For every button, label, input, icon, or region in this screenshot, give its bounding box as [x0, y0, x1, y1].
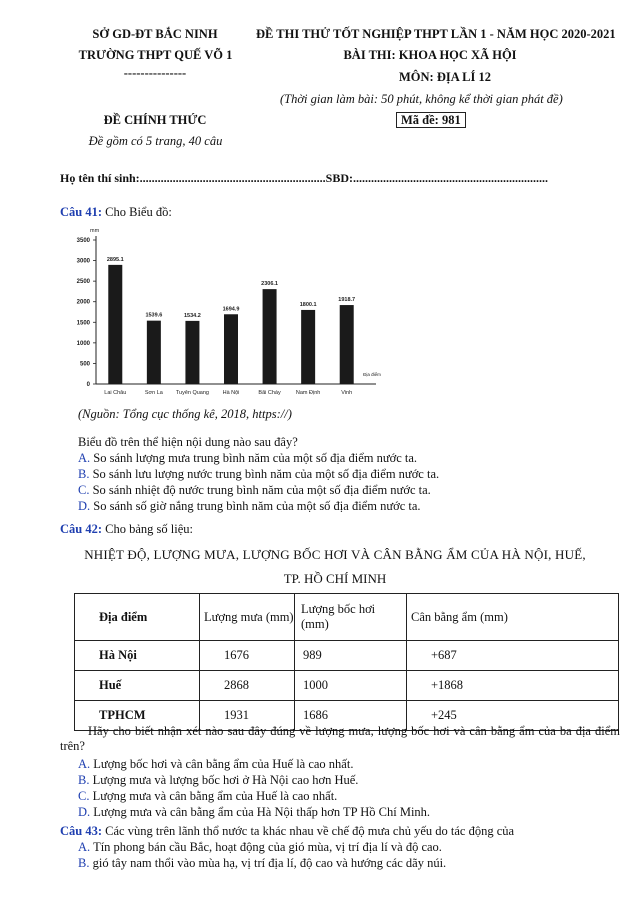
y-tick-label: 3000 — [76, 258, 90, 265]
table-header-cell: Lượng bốc hơi (mm) — [295, 594, 407, 641]
x-tick-label: Vinh — [341, 390, 353, 396]
bar-value-label: 1800.1 — [299, 301, 317, 308]
bar — [147, 321, 161, 384]
chart-source: (Nguồn: Tổng cục thống kê, 2018, https://) — [78, 407, 292, 421]
x-tick-label: Bãi Cháy — [258, 390, 281, 396]
table-cell: Huế — [75, 671, 200, 701]
question-42-label: Câu 42: — [60, 522, 103, 536]
question-41-option-d[interactable]: D. So sánh số giờ nắng trung bình năm của một số địa điểm nước ta. — [78, 499, 421, 513]
x-tick-label: Nam Định — [295, 390, 321, 396]
x-tick-label: Tuyên Quang — [175, 390, 209, 396]
table-cell: 1676 — [200, 641, 295, 671]
x-tick-label: Lai Châu — [104, 390, 127, 396]
candidate-line: Họ tên thí sinh:..............................................................SBD:................................................................. — [60, 171, 549, 185]
table-cell: +687 — [407, 641, 619, 671]
y-tick-label: 3500 — [76, 238, 90, 244]
bar-value-label: 1694.9 — [222, 306, 240, 313]
question-41-label: Câu 41: — [60, 205, 103, 219]
x-axis-label: Địa điểm — [363, 372, 381, 377]
bar-value-label: 1534.2 — [184, 312, 201, 319]
x-tick-label: Hà Nội — [222, 390, 240, 396]
table-cell: Hà Nội — [75, 641, 200, 671]
table-cell: 1000 — [295, 671, 407, 701]
question-41-prompt: Biểu đồ trên thể hiện nội dung nào sau đây? — [78, 435, 298, 449]
question-41-option-b[interactable]: B. So sánh lưu lượng nước trung bình năm của một số địa điểm nước ta. — [78, 467, 440, 481]
question-41-heading — [60, 205, 172, 220]
exam-subject: MÔN: ĐỊA LÍ 12 — [398, 70, 492, 84]
question-41-text: Cho Biểu đồ: — [105, 205, 172, 219]
table-cell: +245 — [407, 701, 619, 731]
table-title-line-2: TP. HỒ CHÍ MINH — [283, 571, 387, 586]
question-41-option-a[interactable]: A. So sánh lượng mưa trung bình năm của một số địa điểm nước ta. — [78, 451, 418, 465]
bar-value-label: 1918.7 — [338, 297, 356, 304]
rainfall-bar-chart — [68, 226, 398, 402]
question-42-option-c[interactable]: C. Lượng mưa và cân bằng ẩm của Huế là cao nhất. — [78, 789, 338, 803]
question-43-text: Các vùng trên lãnh thổ nước ta khác nhau về chế độ mưa chủ yếu do tác động của — [105, 824, 515, 838]
pages-note: Đề gồm có 5 trang, 40 câu — [88, 134, 223, 148]
table-row — [75, 641, 619, 671]
question-42-prompt: Hãy cho biết nhận xét nào sau đây đúng về lượng mưa, lượng bốc hơi và cân bằng ẩm của ba địa điểm trên? — [60, 724, 620, 753]
table-cell: +1868 — [407, 671, 619, 701]
table-header-cell: Lượng mưa (mm) — [200, 594, 295, 641]
table-row — [75, 671, 619, 701]
bar — [263, 289, 277, 384]
question-43-heading — [60, 824, 514, 839]
climate-table — [74, 593, 619, 731]
y-tick-label: 1000 — [76, 340, 90, 347]
y-axis-label: mm — [90, 228, 100, 234]
bar-value-label: 2306.1 — [261, 281, 278, 288]
question-42-heading — [60, 522, 193, 537]
question-43-option-a[interactable]: A. Tín phong bán cầu Bắc, hoạt động của gió mùa, vị trí địa lí và độ cao. — [78, 840, 442, 854]
header-dashes: --------------- — [123, 66, 187, 80]
bar — [301, 310, 315, 384]
table-header-row — [75, 594, 619, 641]
bar — [224, 314, 238, 384]
bar — [340, 305, 354, 384]
bar-value-label: 2895.1 — [106, 256, 124, 263]
table-cell: TPHCM — [75, 701, 200, 731]
y-tick-label: 500 — [79, 361, 90, 368]
department-name: SỞ GD-ĐT BẮC NINH — [92, 27, 218, 41]
table-header-cell: Cân bằng ẩm (mm) — [407, 594, 619, 641]
table-header-cell: Địa điểm — [75, 594, 200, 641]
table-title-line-1: NHIỆT ĐỘ, LƯỢNG MƯA, LƯỢNG BỐC HƠI VÀ CÂN BẰNG ẨM CỦA HÀ NỘI, HUẾ, — [84, 547, 586, 562]
question-41-option-c[interactable]: C. So sánh nhiệt độ nước trung bình năm của một số địa điểm nước ta. — [78, 483, 431, 497]
question-42-option-d[interactable]: D. Lượng mưa và cân bằng ẩm của Hà Nội thấp hơn TP Hồ Chí Minh. — [78, 805, 431, 819]
table-cell: 989 — [295, 641, 407, 671]
question-43-option-b[interactable]: B. gió tây nam thổi vào mùa hạ, vị trí địa lí, độ cao và hướng các dãy núi. — [78, 856, 447, 870]
exam-title: ĐỀ THI THỬ TỐT NGHIỆP THPT LẦN 1 - NĂM HỌC 2020-2021 — [256, 27, 616, 41]
question-42-option-b[interactable]: B. Lượng mưa và lượng bốc hơi ở Hà Nội cao hơn Huế. — [78, 773, 359, 787]
bar — [108, 265, 122, 384]
table-cell: 2868 — [200, 671, 295, 701]
bar-value-label: 1539.6 — [145, 312, 163, 319]
exam-subject-group: BÀI THI: KHOA HỌC XÃ HỘI — [343, 48, 517, 62]
y-tick-label: 2500 — [76, 279, 90, 286]
y-tick-label: 2000 — [76, 299, 90, 306]
y-tick-label: 0 — [86, 382, 90, 388]
y-tick-label: 1500 — [76, 320, 90, 327]
question-42-option-a[interactable]: A. Lượng bốc hơi và cân bằng ẩm của Huế là cao nhất. — [78, 757, 354, 771]
official-label: ĐỀ CHÍNH THỨC — [103, 113, 207, 127]
table-cell: 1931 — [200, 701, 295, 731]
time-note: (Thời gian làm bài: 50 phút, không kể thời gian phát đề) — [280, 92, 563, 106]
table-cell: 1686 — [295, 701, 407, 731]
school-name: TRƯỜNG THPT QUẾ VÕ 1 — [78, 48, 233, 62]
question-42-text: Cho bảng số liệu: — [105, 522, 193, 536]
bar — [185, 321, 199, 384]
exam-code: Mã đề: 981 — [396, 113, 466, 128]
question-43-label: Câu 43: — [60, 824, 103, 838]
x-tick-label: Sơn La — [144, 390, 163, 396]
